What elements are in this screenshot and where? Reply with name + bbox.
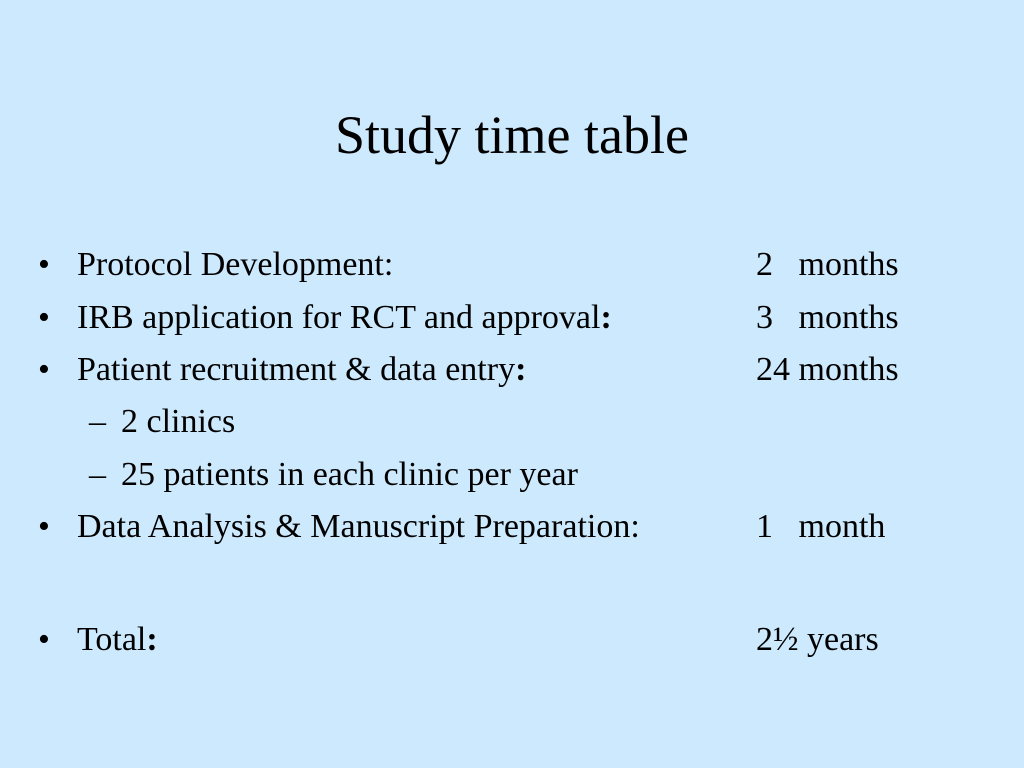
item-label-colon: : (146, 621, 158, 658)
bullet-icon: • (38, 508, 50, 545)
list-item (0, 243, 1024, 287)
item-label-group (77, 618, 158, 662)
item-label-group (77, 348, 526, 392)
dash-icon: – (89, 456, 106, 493)
item-value: 2½ years (756, 621, 879, 658)
item-value: 1 month (756, 508, 886, 545)
bullet-icon: • (38, 351, 50, 388)
sub-list-item (0, 453, 1024, 497)
item-label: Total (77, 621, 147, 658)
bullet-icon: • (38, 621, 50, 658)
item-label-group (77, 296, 612, 340)
item-label: Patient recruitment & data entry (77, 351, 516, 388)
dash-icon: – (89, 403, 106, 440)
item-label-colon: : (600, 299, 612, 336)
sub-list-item (0, 400, 1024, 444)
list-item (0, 348, 1024, 392)
list-item-total (0, 618, 1024, 662)
slide-title: Study time table (335, 105, 689, 165)
bullet-icon: • (38, 299, 50, 336)
sub-item-label: 2 clinics (121, 403, 236, 440)
item-value: 24 months (756, 351, 899, 388)
bullet-icon: • (38, 246, 50, 283)
item-value: 2 months (756, 246, 899, 283)
item-label: IRB application for RCT and approval (77, 299, 601, 336)
item-label: Data Analysis & Manuscript Preparation: (77, 508, 640, 545)
list-item (0, 296, 1024, 340)
sub-item-label: 25 patients in each clinic per year (121, 456, 578, 493)
item-value: 3 months (756, 299, 899, 336)
list-item (0, 505, 1024, 549)
item-label: Protocol Development: (77, 246, 394, 283)
item-label-colon: : (515, 351, 527, 388)
